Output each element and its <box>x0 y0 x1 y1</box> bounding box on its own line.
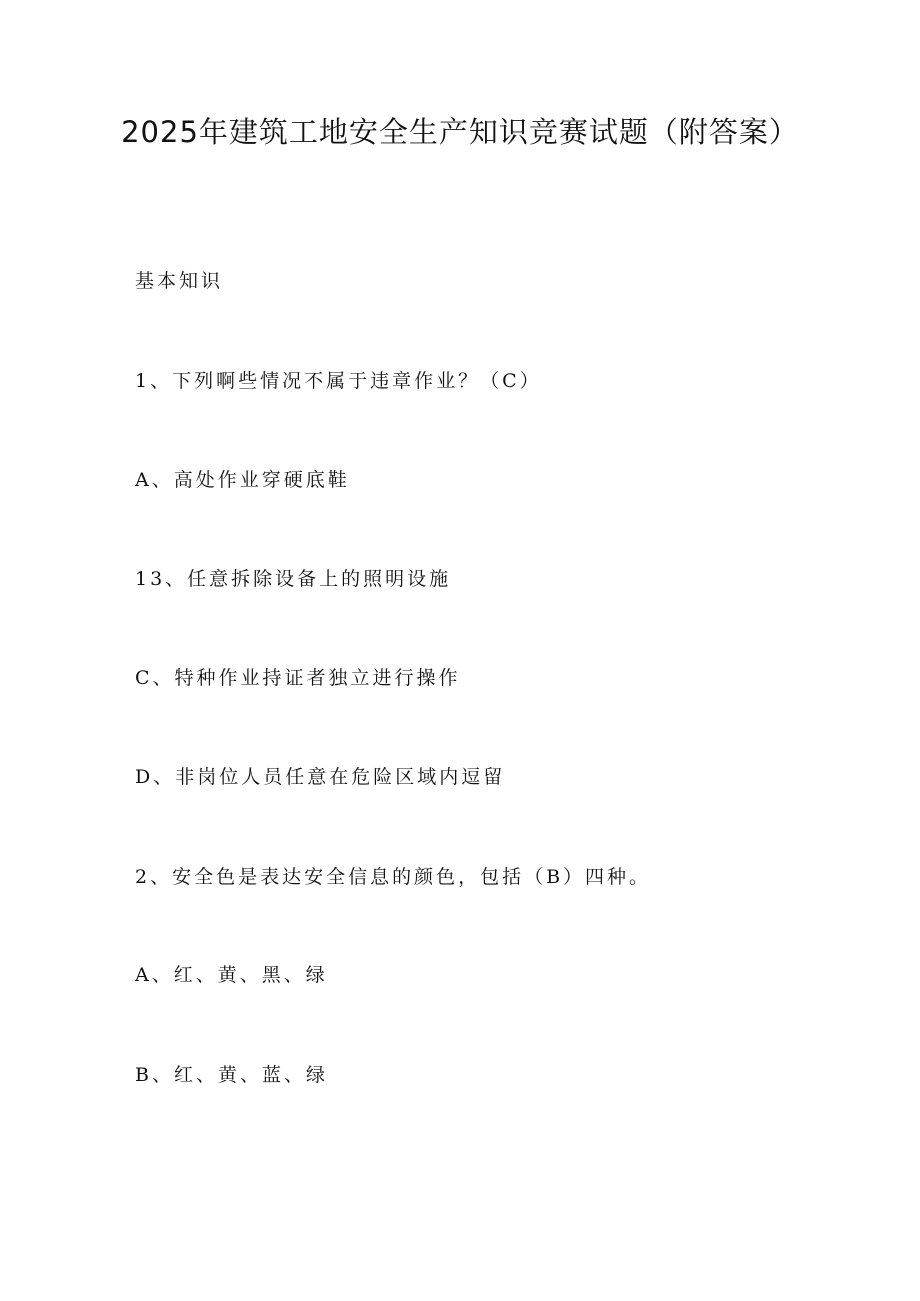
question-2-option-a: A、红、黄、黑、绿 <box>135 964 328 986</box>
question-1: 1、下列啊些情况不属于违章作业？（C） <box>135 370 542 392</box>
section-heading: 基本知识 <box>135 270 224 292</box>
question-2: 2、安全色是表达安全信息的颜色，包括（B）四种。 <box>135 866 652 888</box>
question-1-option-d: D、非岗位人员任意在危险区域内逗留 <box>135 766 506 788</box>
question-2-option-b: B、红、黄、蓝、绿 <box>135 1064 328 1086</box>
document-title: 2025年建筑工地安全生产知识竞赛试题（附答案） <box>121 115 799 149</box>
question-1-option-a: A、高处作业穿硬底鞋 <box>135 469 350 491</box>
question-1-option-b: 13、任意拆除设备上的照明设施 <box>135 568 452 590</box>
question-1-option-c: C、特种作业持证者独立进行操作 <box>135 667 461 689</box>
